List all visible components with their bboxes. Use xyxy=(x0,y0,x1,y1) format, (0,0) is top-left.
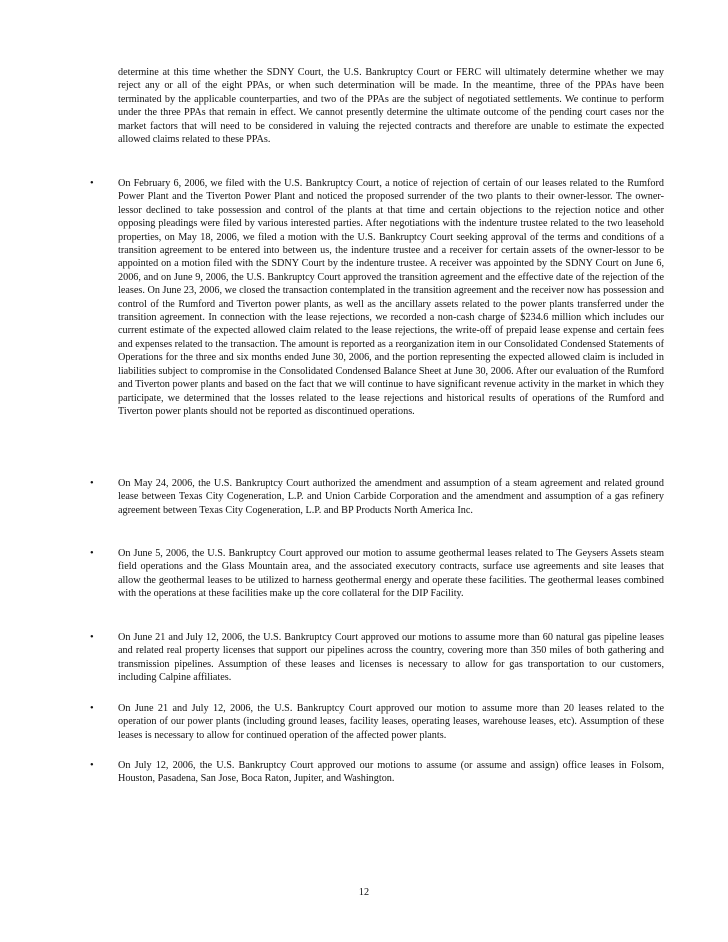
bullet-power-plant-leases: On June 21 and July 12, 2006, the U.S. Bankruptcy Court approved our motion to assume more than 20 leases related to the operation of our power plants (including ground leases, facility leases, operating leases, warehouse leases, etc). Assumption of these leases is necessary to allow for continued operation of the affected power plants. xyxy=(118,703,664,741)
bullet-pipeline-leases: On June 21 and July 12, 2006, the U.S. Bankruptcy Court approved our motions to assume more than 60 natural gas pipeline leases and related real property licenses that support our pipelines across the country, covering more than 350 miles of both gathering and transmission pipelines. Assumption of these leases and licenses is necessary to allow for gas transportation to our customers, including Calpine affiliates. xyxy=(118,632,664,684)
continued-paragraph: determine at this time whether the SDNY Court, the U.S. Bankruptcy Court or FERC will ultimately determine whether we may reject any or all of the eight PPAs, or when such determination will be made. In the meantime, three of the PPAs have been terminated by the applicable counterparties, and two of the PPAs are the subject of negotiated settlements. We continue to perform under the three PPAs that remain in effect. We cannot presently determine the ultimate outcome of the pending court cases nor the market factors that will need to be considered in valuing the rejected contracts and therefore are unable to estimate the expected allowed claims related to these PPAs. xyxy=(118,67,664,146)
bullet-rumford-tiverton: On February 6, 2006, we filed with the U.S. Bankruptcy Court, a notice of rejection of certain of our leases related to the Rumford Power Plant and the Tiverton Power Plant and noticed the proposed surrender of the two plants to their owner-lessor. The owner-lessor declined to take possession and control of the plants at that time and certain objections to the rejection notice and other opposing pleadings were filed by various interested parties. After negotiations with the indenture trustee related to the two leasehold properties, on May 18, 2006, we filed a motion with the U.S. Bankruptcy Court seeking approval of the terms and conditions of a transition agreement to be entered into between us, the indenture trustee and a receiver for certain assets of the owner-lessor to be appointed on a motion filed with the SDNY Court by the indenture trustee. A receiver was appointed by the SDNY Court on June 6, 2006, and on June 9, 2006, the U.S. Bankruptcy Court approved the transition agreement and the effective date of the rejection of the leases. On June 23, 2006, we closed the transaction contemplated in the transition agreement and the receiver now has possession and control of the Rumford and Tiverton power plants, as well as the ancillary assets related to the power plants transferred under the transition agreement. In connection with the lease rejections, we recorded a non-cash charge of $234.6 million which includes our current estimate of the expected allowed claim related to the lease rejections, the write-off of prepaid lease expense and certain fees and expenses related to the transaction. The amount is reported as a reorganization item in our Consolidated Condensed Statements of Operations for the three and six months ended June 30, 2006, and the portion representing the expected allowed claim is included in liabilities subject to compromise in the Consolidated Condensed Balance Sheet at June 30, 2006. After our evaluation of the Rumford and Tiverton power plants and based on the fact that we will continue to have significant revenue activity in the market in which they participate, we determined that the losses related to the lease rejections and historical results of operations of the Rumford and Tiverton power plants should not be reported as discontinued operations. xyxy=(118,178,664,417)
bullet-office-leases: On July 12, 2006, the U.S. Bankruptcy Court approved our motions to assume (or assume and assign) office leases in Folsom, Houston, Pasadena, San Jose, Boca Raton, Jupiter, and Washington. xyxy=(118,760,664,785)
bullet-geysers: On June 5, 2006, the U.S. Bankruptcy Court approved our motion to assume geothermal leases related to The Geysers Assets steam field operations and the Glass Mountain area, and the associated executory contracts, surface use agreements and site leases that allow the geothermal leases to be utilized to harness geothermal energy and operate these facilities. The geothermal leases combined with the operations at these facilities make up the core collateral for the DIP Facility. xyxy=(118,548,664,600)
bullet-marker: • xyxy=(90,632,94,643)
bullet-marker: • xyxy=(90,760,94,771)
bullet-texas-city: On May 24, 2006, the U.S. Bankruptcy Court authorized the amendment and assumption of a steam agreement and related ground lease between Texas City Cogeneration, L.P. and Union Carbide Corporation and the amendment and assumption of a gas refinery agreement between Texas City Cogeneration, L.P. and BP Products North America Inc. xyxy=(118,478,664,516)
bullet-marker: • xyxy=(90,178,94,189)
bullet-marker: • xyxy=(90,478,94,489)
bullet-marker: • xyxy=(90,548,94,559)
bullet-marker: • xyxy=(90,703,94,714)
page-number: 12 xyxy=(358,887,370,898)
